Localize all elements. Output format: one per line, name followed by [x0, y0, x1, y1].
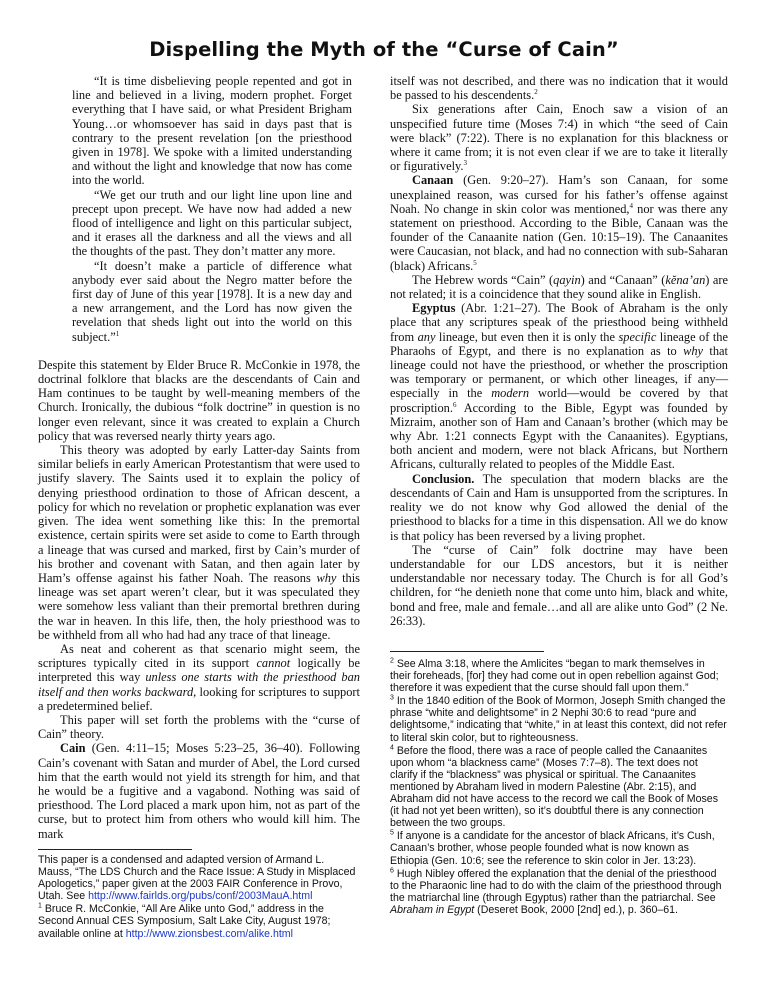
left-footnotes [38, 854, 360, 941]
footnote-intro [38, 854, 360, 902]
section-egyptus-italic-4: modern [491, 386, 530, 401]
section-canaan-text-a: (Gen. 9:20–27). Ham’s son Canaan, for some unexplained reason, was cursed for his father’s offense against Noah. No change in skin color was mentioned, [390, 173, 728, 216]
section-canaan-text-b: nor was there any statement on priesthood. According to the Bible, Canaan was the founder of the Canaanite nation (Gen. 10:15–19). The Canaanites were Caucasian, not black, and had no connection with sub-Saharan (black) Africans. [390, 201, 728, 273]
quote-paragraph-3-text: “It doesn’t make a particle of difference what anybody ever said about the Negro matter before the first day of June of this year [1978]. It is a new day and a new arrangement, and the Lord has now given the revelation that sheds light out into the world on this subject.” [72, 258, 352, 344]
footnote-ref-5[interactable]: 5 [473, 258, 477, 267]
page-title: Dispelling the Myth of the “Curse of Cain” [149, 38, 619, 61]
body-paragraph-3-text-c: looking for scriptures to support a predetermined belief. [38, 684, 360, 713]
footnote-4-text: Before the flood, there was a race of people called the Canaanites upon whom “a blackness came” (Moses 7:7–8). The text does not clarify if the “blackness” was physical or spiritual. The Canaanites mentioned by Abraham lived in modern Palestine (Abr. 2:15), and Abraham did not have access to the record we call the Book of Moses (it had not yet been written), so it’s doubtful there is any connection between the two groups. [390, 744, 718, 830]
footnote-6-text-b: (Deseret Book, 2000 [2nd] ed.), p. 360–61. [474, 903, 678, 916]
footnote-5-text: If anyone is a candidate for the ancestor of black Africans, it’s Cush, Canaan’s brother, whose people founded what is now known as Ethiopia (Gen. 10:6; see the reference to skin color in Jer. 13:23). [390, 830, 715, 867]
section-egyptus-italic-3: why [683, 343, 704, 358]
section-egyptus-text-a: (Abr. 1:21–27). The Book of Abraham is the only place that any scriptures speak of the priesthood being withheld from [390, 301, 728, 344]
footnote-3 [390, 695, 728, 743]
section-conclusion-heading: Conclusion. [412, 471, 475, 486]
footnote-ref-4[interactable]: 4 [629, 201, 634, 210]
section-conclusion-text: The speculation that modern blacks are the descendants of Cain and Ham is unsupported from the scriptures. In reality we do not know why God allowed the denial of the priesthood to blacks for a time in this dispensation. All we do know is that policy has been reversed by a living prophet. [390, 471, 728, 543]
body-paragraph-4: This paper will set forth the problems with the “curse of Cain” theory. [38, 712, 360, 742]
footnote-ref-2[interactable]: 2 [534, 88, 538, 97]
footnote-1-text: Bruce R. McConkie, “All Are Alike unto God,” address in the Second Annual CES Symposium, Salt Lake City, August 1978; available online at [38, 903, 331, 940]
section-egyptus-text-e: world—would be covered by that proscription. [390, 386, 729, 415]
body-paragraph-3-italic-2: unless one starts with the priesthood ban itself and then works backward, [38, 670, 360, 699]
section-canaan [390, 173, 728, 272]
section-egyptus-italic-2: specific [618, 329, 657, 344]
footnote-2-text: See Alma 3:18, where the Amlicites “began to mark themselves in their foreheads, [for] they had come out in open rebellion against God; therefore it was expedient that the curse should fall upon them.” [390, 658, 719, 695]
hebrew-words-text-c: ) are not related; it is a coincidence that they sound alike in English. [390, 272, 728, 302]
footnote-3-text: In the 1840 edition of the Book of Mormon, Joseph Smith changed the phrase “white and delightsome” in 2 Nephi 30:6 to read “pure and delightsome,” indicating that “white,” in at least this context, did not refer to literal skin color, but to righteousness. [390, 695, 727, 744]
right-paragraph-0 [390, 74, 728, 102]
enoch-paragraph [390, 102, 728, 173]
footnote-5-number: 5 [390, 829, 394, 837]
hebrew-word-kenaan: kĕna’an [665, 272, 706, 287]
section-egyptus-text-c: lineage of the Pharaohs of Egypt, and there is no explanation as to [390, 329, 728, 358]
body-paragraph-2-italic: why [316, 570, 337, 585]
section-cain-heading: Cain [60, 741, 86, 756]
footnote-4 [390, 745, 728, 830]
footnote-4-number: 4 [390, 744, 394, 752]
section-egyptus-text-f: According to the Bible, Egypt was founded by Mizraim, another son of Ham and Canaan’s brother (which may be why Abr. 1:21 connects Egypt with the Canaanites). Egyptians, both ancient and modern, were not black Africans, but Northern Africans, culturally related to peoples of the Middle East. [390, 400, 728, 472]
body-paragraph-3-text-b: logically be interpreted this way [38, 656, 360, 685]
left-footnote-rule [38, 849, 192, 850]
section-egyptus-text-b: lineage, but even then it is only the [435, 329, 619, 344]
section-egyptus-text-d: that lineage could not have the priesthood, or whether the proscription was temporary or permanent, or which other lineages, if any—especially in the [390, 343, 728, 401]
section-cain [38, 741, 360, 840]
body-paragraph-3 [38, 642, 360, 713]
section-conclusion [390, 472, 728, 543]
footnote-intro-text: This paper is a condensed and adapted version of Armand L. Mauss, “The LDS Church and the Race Issue: A Study in Misplaced Apologetics,” paper given at the 2003 FAIR Conference in Provo, Utah. See [38, 854, 356, 903]
footnote-1-number: 1 [38, 902, 42, 910]
body-paragraph-2 [38, 443, 360, 642]
footnote-2 [390, 658, 728, 694]
section-egyptus [390, 301, 728, 471]
hebrew-word-qayin: qayin [553, 272, 581, 287]
right-paragraph-0-text: itself was not described, and there was no indication that it would be passed to his descendents. [390, 74, 728, 103]
footnote-2-number: 2 [390, 657, 394, 665]
quote-paragraph-1: “It is time disbelieving people repented and got in line and believed in a living, modern prophet. Forget everything that I have said, or what President Brigham Young…or whomsoever has said in days past that is contrary to the present revelation [on the priesthood given in 1978]. We spoke with a limited understanding and without the light and knowledge that now has come into the world. [72, 74, 352, 188]
footnote-1 [38, 903, 360, 939]
left-column [38, 74, 360, 841]
section-canaan-heading: Canaan [412, 173, 454, 188]
body-paragraph-2-text-a: This theory was adopted by early Latter-day Saints from similar beliefs in early American Protestantism that were used to justify slavery. The Saints used it to explain the policy of denying priesthood ordination to those of African descent, a policy for which no revelation or prophetic explanation was ever given. The idea went something like this: In the premortal existence, certain spirits were set aside to come to Earth through a lineage that was cursed and marked, first by Cain’s murder of his brother and covenant with Satan, and then again later by Ham’s offense against his father Noah. The reasons [38, 443, 360, 585]
hebrew-words-text-a: The Hebrew words “Cain” ( [412, 272, 554, 287]
footnote-6-number: 6 [390, 867, 394, 875]
section-cain-text: (Gen. 4:11–15; Moses 5:23–25, 36–40). Following Cain’s covenant with Satan and murder of Abel, the Lord cursed him that the earth would not yield its strength for him, and that he would be a fugitive and a vagabond. Nothing was said of priesthood. The Lord placed a mark upon him, not as part of the curse, but to protect him from others who would kill him. The mark [38, 741, 360, 841]
body-paragraph-3-italic-1: cannot [256, 656, 291, 671]
section-egyptus-heading: Egyptus [412, 301, 456, 316]
hebrew-words-text-b: ) and “Canaan” ( [580, 272, 666, 287]
right-footnotes [390, 658, 728, 917]
enoch-paragraph-text: Six generations after Cain, Enoch saw a vision of an unspecified future time (Moses 7:4) in which “the seed of Cain were black” (7:22). There is no explanation for this blackness or where it came from; it is not even clear if we are to take it literally or figuratively. [390, 102, 728, 174]
quote-paragraph-3 [72, 259, 352, 344]
footnote-ref-6[interactable]: 6 [452, 400, 457, 409]
footnote-6-text-a: Hugh Nibley offered the explanation that the denial of the priesthood to the Pharaonic line had to do with the claim of the priesthood through the matriarchal line (through Egyptus) rather than the patriarchal. See [390, 867, 722, 904]
right-footnote-rule [390, 651, 544, 652]
footnote-1-link[interactable]: http://www.zionsbest.com/alike.html [125, 927, 293, 940]
footnote-6-book-title: Abraham in Egypt [390, 903, 475, 916]
closing-paragraph: The “curse of Cain” folk doctrine may have been understandable for our LDS ancestors, but it is neither understandable nor necessary today. The Church is for all God’s children, for “he denieth none that come unto him, black and white, bond and free, male and female…and all are alike unto God” (2 Ne. 26:33). [390, 542, 728, 628]
opening-quote [38, 74, 360, 344]
footnote-5 [390, 830, 728, 866]
right-column [390, 74, 728, 628]
quote-paragraph-2: “We get our truth and our light line upon line and precept upon precept. We have now had added a new flood of intelligence and light on this particular subject, and it erases all the darkness and all the views and all the thoughts of the past. They don’t matter any more. [72, 187, 352, 259]
footnote-ref-1[interactable]: 1 [115, 329, 120, 338]
hebrew-words-paragraph [390, 273, 728, 301]
footnote-intro-link[interactable]: http://www.fairlds.org/pubs/conf/2003MauA.html [88, 890, 313, 903]
body-paragraph-3-text-a: As neat and coherent as that scenario might seem, the scriptures typically cited in its support [38, 641, 360, 671]
body-paragraph-2-text-b: this lineage was set apart weren’t clear, but it was speculated they were somehow less valiant than their premortal brethren during the war in heaven. In this life, then, the holy priesthood was to be withheld from all who had had any trace of that lineage. [38, 570, 361, 642]
footnote-ref-3[interactable]: 3 [463, 159, 468, 168]
footnote-6 [390, 868, 728, 916]
section-egyptus-italic-1: any [417, 329, 436, 344]
body-paragraph-1: Despite this statement by Elder Bruce R. McConkie in 1978, the doctrinal folklore that blacks are the descendants of Cain and Ham continues to be taught by well-meaning members of the Church. Ironically, the dubious “folk doctrine” in question is no longer even relevant, since it was created to explain a Church policy that was reversed nearly thirty years ago. [38, 357, 360, 443]
footnote-3-number: 3 [390, 694, 394, 702]
